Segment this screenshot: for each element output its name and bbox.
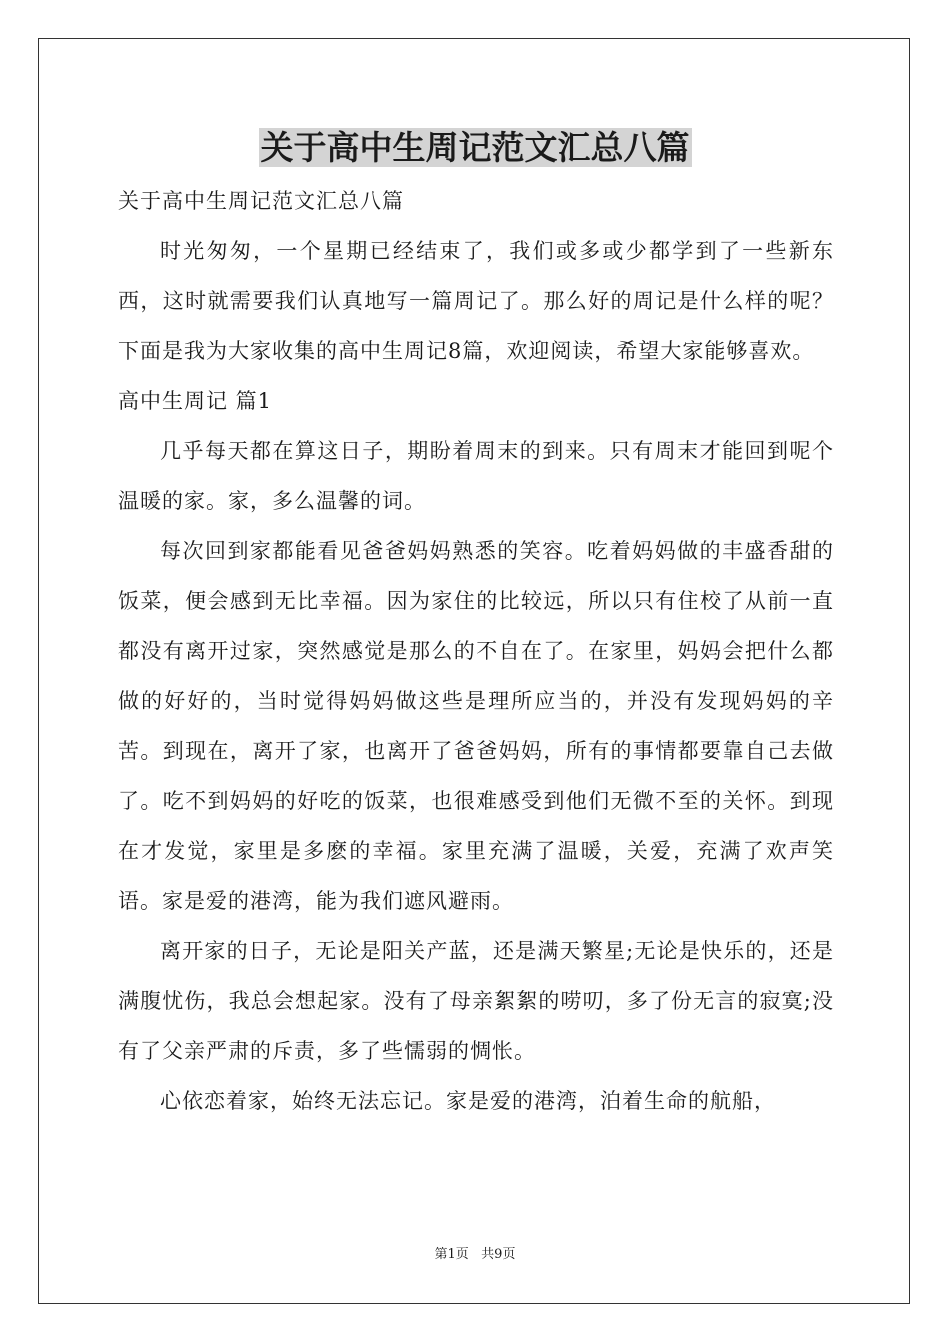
paragraph: 几乎每天都在算这日子，期盼着周末的到来。只有周末才能回到呢个温暖的家。家，多么温馨的词。 [118,439,834,513]
section-heading: 高中生周记 篇1 [118,389,273,413]
paragraph: 每次回到家都能看见爸爸妈妈熟悉的笑容。吃着妈妈做的丰盛香甜的饭菜，便会感到无比幸福。因为家住的比较远，所以只有住校了从前一直都没有离开过家，突然感觉是那么的不自在了。在家里，妈妈会把什么都做的好好的，当时觉得妈妈做这些是理所应当的，并没有发现妈妈的辛苦。到现在，离开了家，也离开了爸爸妈妈，所有的事情都要靠自己去做了。吃不到妈妈的好吃的饭菜，也很难感受到他们无微不至的关怀。到现在才发觉，家里是多麽的幸福。家里充满了温暖，关爱，充满了欢声笑语。家是爱的港湾，能为我们遮风避雨。 [118,539,834,913]
paragraph: 离开家的日子，无论是阳关产蓝，还是满天繁星;无论是快乐的，还是满腹忧伤，我总会想起家。没有了母亲絮絮的唠叨，多了份无言的寂寞;没有了父亲严肃的斥责，多了些懦弱的惆怅。 [118,939,834,1063]
document-title [0,126,950,170]
document-title-text: 关于高中生周记范文汇总八篇 [260,128,690,167]
paragraph-intro: 时光匆匆，一个星期已经结束了，我们或多或少都学到了一些新东西，这时就需要我们认真地写一篇周记了。那么好的周记是什么样的呢？下面是我为大家收集的高中生周记8篇，欢迎阅读，希望大家能够喜欢。 [118,239,834,363]
document-subtitle: 关于高中生周记范文汇总八篇 [118,189,404,213]
page-footer: 第1页 共9页 [434,1247,516,1262]
document-body [118,176,834,1126]
paragraph: 心依恋着家，始终无法忘记。家是爱的港湾，泊着生命的航船， [160,1089,776,1113]
